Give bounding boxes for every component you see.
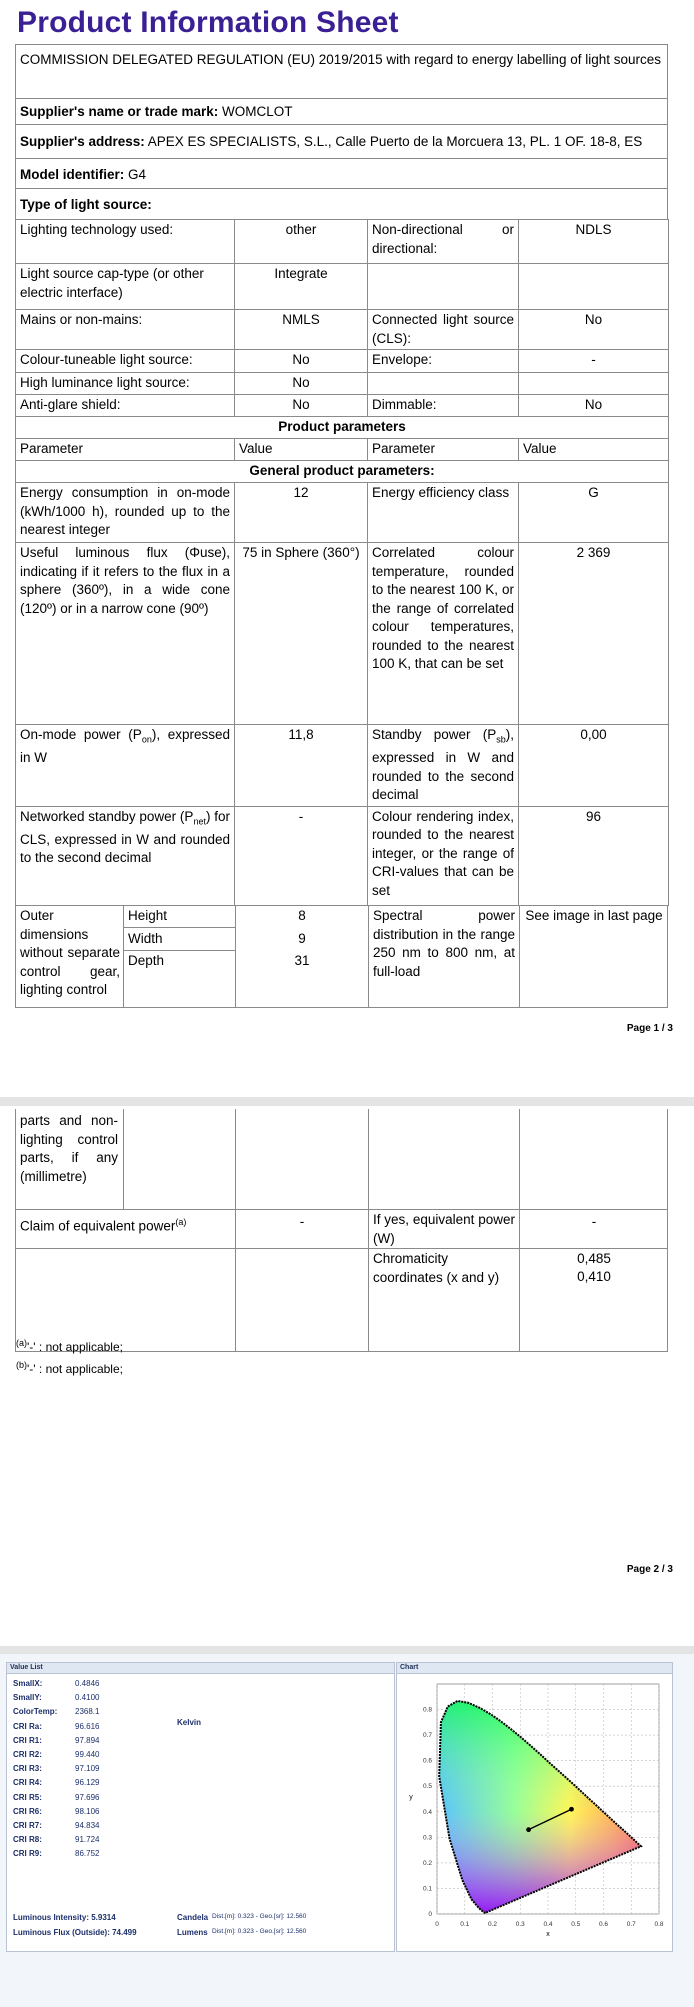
value-number: 97.894 — [75, 1735, 100, 1745]
y-axis-label: y — [409, 1794, 413, 1801]
value-number: 91.724 — [75, 1835, 100, 1845]
efficiency-class-label: Energy efficiency class — [368, 483, 519, 543]
standby-power-value: 0,00 — [519, 725, 669, 807]
value-key: CRI R7: — [13, 1821, 42, 1830]
x-tick-label: 0.4 — [543, 1921, 553, 1928]
value-list-item — [13, 1750, 99, 1759]
product-params-heading: Product parameters — [16, 417, 669, 439]
y-tick-label: 0.5 — [422, 1783, 432, 1791]
outer-dimensions-continued: parts and non-lighting control parts, if any (millimetre) — [20, 1113, 118, 1184]
value-number: 97.109 — [75, 1764, 100, 1774]
x-tick-label: 0.7 — [626, 1921, 636, 1928]
candela-label: Candela — [177, 1913, 209, 1922]
model-label: Model identifier: — [20, 167, 125, 182]
value-list-item — [13, 1807, 99, 1816]
efficiency-class-value: G — [519, 483, 669, 543]
high-lum-value: No — [235, 373, 368, 395]
value-list-title: Value List — [7, 1663, 394, 1674]
directional-value: NDLS — [519, 220, 669, 264]
supplier-address-value: APEX ES SPECIALISTS, S.L., Calle Puerto de la Morcuera 13, PL. 1 OF. 18-8, ES — [147, 134, 643, 149]
y-tick-label: 0.2 — [422, 1859, 432, 1867]
dimmable-value: No — [519, 395, 669, 417]
height-value: 8 — [298, 908, 306, 923]
x-tick-label: 0.6 — [598, 1921, 609, 1928]
table-row — [16, 310, 669, 350]
value-list-panel — [6, 1662, 395, 1952]
value-key: CRI R4: — [13, 1778, 42, 1788]
chromaticity-point — [526, 1827, 531, 1832]
cct-value: 2 369 — [519, 543, 669, 725]
onmode-power-value: 11,8 — [235, 725, 368, 807]
value-list-item — [13, 1679, 99, 1688]
x-tick-label: 0.1 — [460, 1921, 470, 1928]
anti-glare-value: No — [235, 395, 368, 417]
cie-chromaticity-chart — [397, 1674, 672, 1950]
value-number: 94.834 — [75, 1821, 100, 1830]
table-row — [16, 543, 669, 725]
col-header-parameter: Parameter — [16, 439, 235, 461]
value-key: CRI R8: — [13, 1835, 42, 1845]
chromaticity-label: Chromaticity coordinates (x and y) — [373, 1251, 500, 1285]
value-number: 2368.1 — [75, 1707, 100, 1717]
depth-value: 31 — [294, 953, 310, 968]
value-number: 97.696 — [75, 1792, 100, 1802]
depth-label: Depth — [128, 953, 165, 968]
value-number: 96.616 — [75, 1721, 100, 1731]
page-2 — [0, 1106, 694, 1646]
page-number: Page 1 / 3 — [626, 1023, 673, 1034]
equivalent-power-claim-label: Claim of equivalent power$^{(a)}$ — [20, 1217, 187, 1234]
lumens-label: Lumens — [177, 1928, 208, 1937]
width-value: 9 — [298, 931, 306, 946]
cap-type-value: Integrate — [235, 264, 368, 310]
y-tick-label: 0.6 — [422, 1757, 432, 1765]
type-label: Type of light source: — [20, 197, 152, 212]
table-row — [16, 483, 669, 543]
model-row — [15, 159, 668, 189]
cap-type-label: Light source cap-type (or other electric interface) — [16, 264, 235, 310]
cct-label: Correlated colour temperature, rounded to the nearest 100 K, or the range of correlated colour temperatures, rounded to the nearest 100 K, that can be set — [368, 543, 519, 725]
dimensions-block — [15, 905, 668, 1008]
col-header-parameter-2: Parameter — [368, 439, 519, 461]
value-list-item — [13, 1835, 99, 1844]
value-number: 98.106 — [75, 1806, 100, 1816]
y-tick-label: 0.1 — [422, 1885, 432, 1893]
onmode-power-label: On-mode power $(P_{on})$, expressed in W — [16, 725, 235, 807]
chromaticity-point — [569, 1807, 574, 1812]
regulation-text: COMMISSION DELEGATED REGULATION (EU) 2019/2015 with regard to energy labelling of light sources — [20, 52, 661, 67]
value-list-item — [13, 1693, 99, 1702]
model-value: G4 — [128, 167, 147, 182]
table-row — [16, 417, 669, 439]
y-tick-label: 0.8 — [422, 1706, 432, 1714]
supplier-name-value: WOMCLOT — [222, 104, 293, 119]
footnote-a: $^{(a)}$'-' : not applicable; — [16, 1338, 123, 1354]
col-header-value-2: Value — [519, 439, 669, 461]
cls-value: No — [519, 310, 669, 350]
value-list-item — [13, 1707, 99, 1716]
page-title: Product Information Sheet — [17, 6, 399, 39]
value-number: 0.4100 — [75, 1693, 100, 1703]
standby-power-label: Standby power $(P_{sb})$, expressed in W and rounded to the second decimal — [368, 725, 519, 807]
mains-value: NMLS — [235, 310, 368, 350]
envelope-value: - — [519, 350, 669, 373]
x-tick-label: 0.5 — [571, 1921, 581, 1928]
dimmable-label: Dimmable: — [368, 395, 519, 417]
table-row — [16, 806, 669, 905]
height-label: Height — [128, 908, 168, 923]
value-number: 96.129 — [75, 1778, 100, 1788]
luminous-intensity: Luminous Intensity: 5.9314 — [13, 1913, 116, 1922]
mains-label: Mains or non-mains: — [16, 310, 235, 350]
spd-label: Spectral power distribution in the range 250 nm to 800 nm, at full-load — [373, 908, 515, 979]
value-key: CRI R2: — [13, 1750, 42, 1759]
regulation-box — [15, 44, 668, 99]
outer-dimensions-label: Outer dimensions without separate control gear, lighting control — [20, 908, 120, 997]
supplier-name-row — [15, 99, 668, 125]
page-separator — [0, 1646, 694, 1654]
value-list-item — [13, 1849, 99, 1858]
value-list-item — [13, 1793, 99, 1802]
lighting-tech-label: Lighting technology used: — [16, 220, 235, 264]
general-params-heading: General product parameters: — [16, 461, 669, 483]
width-label: Width — [128, 931, 163, 946]
x-tick-label: 0.3 — [515, 1921, 525, 1928]
x-tick-label: 0.8 — [654, 1921, 664, 1928]
colour-tune-value: No — [235, 350, 368, 373]
luminous-flux-value: 75 in Sphere (360°) — [235, 543, 368, 725]
supplier-address-row — [15, 125, 668, 159]
chromaticity-y-value: 0,410 — [577, 1269, 611, 1284]
page-separator — [0, 1097, 694, 1106]
y-tick-label: 0.3 — [422, 1834, 432, 1842]
high-lum-label: High luminance light source: — [16, 373, 235, 395]
cri-value: 96 — [519, 806, 669, 905]
y-tick-label: 0.4 — [422, 1808, 432, 1816]
x-axis-label: x — [546, 1931, 550, 1938]
cri-label: Colour rendering index, rounded to the nearest integer, or the range of CRI-values that can be set — [368, 806, 519, 905]
x-tick-label: 0 — [435, 1921, 439, 1928]
y-tick-label: 0 — [428, 1911, 432, 1918]
table-row — [16, 395, 669, 417]
value-key: CRI R5: — [13, 1792, 42, 1802]
value-key: SmallX: — [13, 1679, 43, 1688]
table-header-row — [16, 439, 669, 461]
table-row — [16, 264, 669, 310]
table-row — [16, 461, 669, 483]
supplier-address-label: Supplier's address: — [20, 134, 145, 149]
type-row — [15, 189, 668, 220]
equivalent-power-claim-value: - — [299, 1214, 305, 1229]
value-list-item — [13, 1821, 99, 1830]
kelvin-unit: Kelvin — [177, 1718, 202, 1727]
table-row — [16, 373, 669, 395]
value-key: ColorTemp: — [13, 1707, 58, 1717]
chart-title: Chart — [397, 1663, 672, 1674]
equivalent-power-value: - — [591, 1214, 597, 1229]
luminous-flux-label: Useful luminous flux (Φuse), indicating if it refers to the flux in a sphere (360º), in a wide cone (120º) or in a narrow cone (90º) — [16, 543, 235, 725]
lighting-tech-value: other — [235, 220, 368, 264]
value-key: SmallY: — [13, 1693, 42, 1703]
luminous-flux: Luminous Flux (Outside): 74.499 — [13, 1928, 137, 1937]
directional-label: Non-directional or directional: — [368, 220, 519, 264]
col-header-value: Value — [235, 439, 368, 461]
table-row — [16, 220, 669, 264]
page-3 — [0, 1654, 694, 2007]
x-tick-label: 0.2 — [487, 1921, 498, 1928]
page-number: Page 2 / 3 — [626, 1564, 673, 1575]
value-key: CRI R9: — [13, 1849, 42, 1859]
value-list-item — [13, 1722, 99, 1731]
value-number: 99.440 — [75, 1750, 100, 1759]
value-number: 0.4846 — [75, 1679, 100, 1688]
continuation-block — [15, 1109, 668, 1352]
supplier-name-label: Supplier's name or trade mark: — [20, 104, 219, 119]
y-tick-label: 0.7 — [422, 1732, 432, 1740]
value-key: CRI R1: — [13, 1735, 42, 1745]
chart-panel — [396, 1662, 673, 1952]
table-row — [16, 350, 669, 373]
networked-standby-value: - — [235, 806, 368, 905]
chromaticity-x-value: 0,485 — [577, 1251, 611, 1266]
value-list-item — [13, 1736, 99, 1745]
value-list-item — [13, 1778, 99, 1787]
equivalent-power-label: If yes, equivalent power (W) — [373, 1212, 515, 1246]
value-number: 86.752 — [75, 1849, 100, 1859]
candela-dist: Dist.[m]: 0.323 - Geo.[sr]: 12.560 — [212, 1913, 307, 1920]
value-list-item — [13, 1764, 99, 1773]
cls-label: Connected light source (CLS): — [368, 310, 519, 350]
value-key: CRI R6: — [13, 1806, 42, 1816]
energy-consumption-value: 12 — [235, 483, 368, 543]
colour-tune-label: Colour-tuneable light source: — [16, 350, 235, 373]
footnote-b: $^{(b)}$'-' : not applicable; — [16, 1360, 123, 1376]
value-key: CRI Ra: — [13, 1721, 42, 1731]
anti-glare-label: Anti-glare shield: — [16, 395, 235, 417]
lumens-dist: Dist.[m]: 0.323 - Geo.[sr]: 12.560 — [212, 1928, 307, 1935]
table-row — [16, 725, 669, 807]
light-source-table — [15, 219, 669, 906]
energy-consumption-label: Energy consumption in on-mode (kWh/1000 h), rounded up to the nearest integer — [16, 483, 235, 543]
spd-value: See image in last page — [525, 908, 663, 923]
networked-standby-label: Networked standby power $(P_{net})$ for CLS, expressed in W and rounded to the second decimal — [16, 806, 235, 905]
value-key: CRI R3: — [13, 1764, 42, 1774]
envelope-label: Envelope: — [368, 350, 519, 373]
